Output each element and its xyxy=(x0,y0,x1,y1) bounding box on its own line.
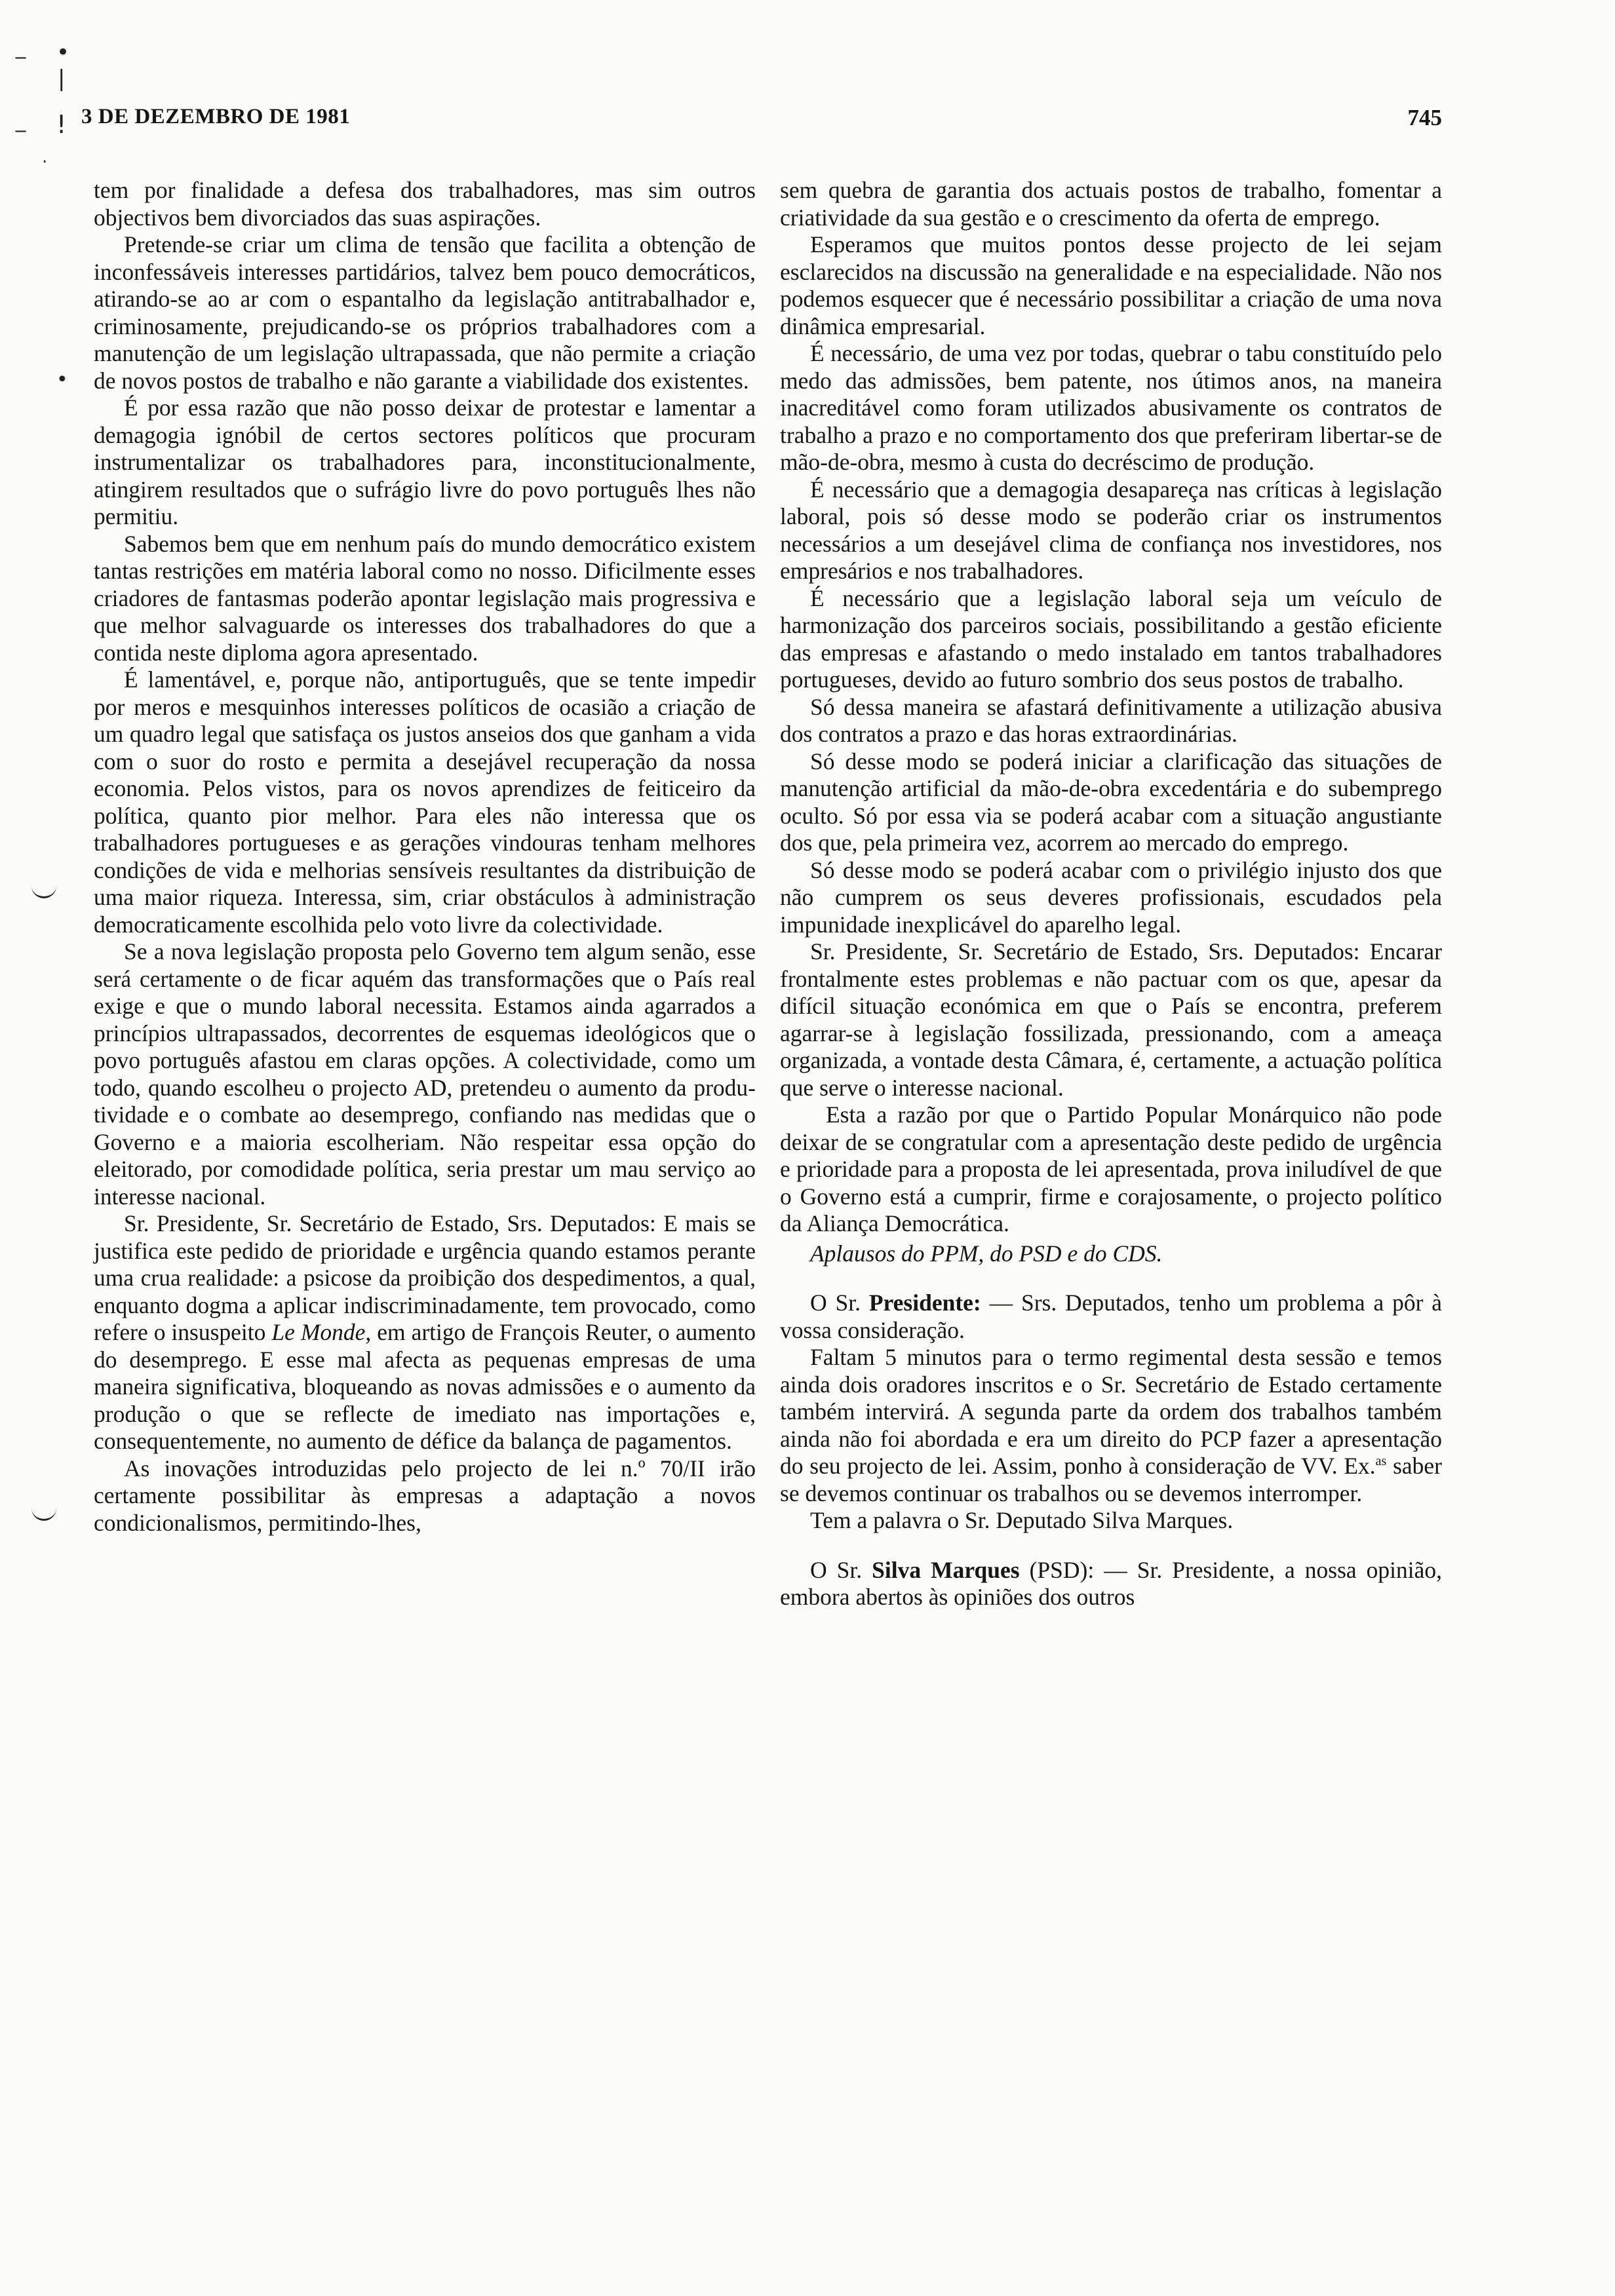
header-date: 3 DE DEZEMBRO DE 1981 xyxy=(81,105,351,128)
margin-mark: ‒ xyxy=(14,46,28,69)
speaker-prefix: O Sr. xyxy=(810,1556,863,1583)
margin-mark: • xyxy=(56,368,68,391)
paragraph xyxy=(94,1210,756,1455)
speaker-paragraph xyxy=(780,1557,1442,1611)
paragraph: Esta a razão por que o Partido Popular Monárquico não pode deixar de se congratular com a apresentação deste pedido de urgência e prioridade para a proposta de lei apresentada, prova iniludível de que o Governo está a cumprir, firme e corajosamente, o projecto político da Aliança Democrática. xyxy=(780,1101,1442,1236)
paragraph: Esperamos que muitos pontos desse projecto de lei sejam esclarecidos na discussão na generalidade e na especialidade. Não nos podemos esquecer que é necessário possibilitar a criação de uma nova dinâmica empresarial. xyxy=(780,231,1442,339)
paragraph: Só desse modo se poderá acabar com o privilégio injusto dos que não cumprem os seus deveres profissionais, escudados pela impunidade inexplicável do aparelho legal. xyxy=(780,856,1442,938)
paragraph: Sr. Presidente, Sr. Secretário de Estado, Srs. Deputados: Encarar frontalmente estes problemas e não pactuar com os que, apesar da difícil situação económica em que o País se encontra, preferem agarrar-se à legislação fossilizada, pressionando, com a ameaça organizada, a vontade desta Câmara, é, certamente, a actuação política que serve o interesse nacional. xyxy=(780,938,1442,1101)
margin-bracket xyxy=(31,1507,56,1521)
page-header xyxy=(81,105,1442,144)
paragraph: Sabemos bem que em nenhum país do mundo democrático existem tantas restrições em matéria laboral como no nosso. Dificilmente esses criadores de fantasmas poderão apontar legislação mais progressiva e que melhor salvaguarde os interesses dos trabalhadores do que a contida neste diploma agora apresentado. xyxy=(94,530,756,666)
paragraph: É necessário, de uma vez por todas, quebrar o tabu constituído pelo medo das admissões, bem patente, nos útimos anos, na maneira inacreditável como foram utilizados abusivamente os contratos de trabalho a prazo e no comportamento dos que preferiram libertar-se de mão-de-obra, mesmo à custa do decréscimo de produção. xyxy=(780,340,1442,475)
stage-direction: Aplausos do PPM, do PSD e do CDS. xyxy=(810,1240,1163,1267)
speaker-name: Presidente: xyxy=(868,1290,981,1316)
margin-mark: ! xyxy=(56,110,67,139)
left-column xyxy=(94,177,756,1537)
speaker-prefix: O Sr. xyxy=(810,1290,861,1316)
margin-mark: . xyxy=(42,147,48,167)
paragraph: Pretende-se criar um clima de tensão que facilita a obtenção de inconfessáveis interesses partidários, talvez bem pouco democráticos, atirando-se ao ar com o espantalho da legislação antitrabalhador e, criminosamente, prejudicando-se os próprios trabalhadores com a manutenção de um legislação ultrapassada, que não permite a criação de novos postos de trabalho e não garante a viabilidade dos existentes. xyxy=(94,231,756,394)
margin-mark: | xyxy=(58,66,66,92)
paragraph-text: Sr. Presidente, Sr. Secretário de Estado, Srs. Deputados: E mais se justifica este pedido de prioridade e urgência quando estamos perante uma crua realidade: a psicose da proibição dos despedimentos, a qual, enquanto dogma a aplicar indiscriminadamente, tem provocado, como refere o insuspeito xyxy=(94,1210,756,1345)
paragraph: É por essa razão que não posso deixar de protestar e lamentar a demagogia ignóbil de certos sectores políticos que procuram instrumentalizar os trabalhadores para, inconstitucionalmente, atingirem resultados que o sufrágio livre do povo português lhes não permitiu. xyxy=(94,394,756,529)
paragraph: É lamentável, e, porque não, antiportuguês, que se tente impedir por meros e mesquinhos interesses políticos de ocasião a criação de um quadro legal que satisfaça os justos anseios dos que ganham a vida com o suor do rosto e permita a desejável recuperação da nossa economia. Pelos vistos, para os novos aprendizes de feiticeiro da política, quanto pior melhor. Para eles não interessa que os trabalhadores portugueses e as gerações vindouras tenham melhores condições de vida e melhorias sensíveis resultantes da distribuição de uma maior riqueza. Interessa, sim, criar obstáculos à administração democraticamente escolhida pelo voto livre da colectividade. xyxy=(94,666,756,938)
speech-text: (PSD): — Sr. Presidente, a nossa opinião, embora abertos às opiniões dos outros xyxy=(780,1556,1443,1610)
paragraph-text: saber se devemos continuar os trabalhos ou se devemos interromper. xyxy=(780,1453,1442,1506)
margin-bracket xyxy=(31,885,56,898)
paragraph: É necessário que a legislação laboral seja um veículo de harmonização dos parceiros sociais, possibilitando a gestão eficiente das empresas e afastando o medo instalado em tantos trabalhadores portugueses, devido ao futuro sombrio dos seus postos de trabalho. xyxy=(780,584,1442,693)
paragraph: É necessário que a demagogia desapareça nas críticas à legislação laboral, pois só desse modo se poderão criar os instrumentos necessários a um desejável clima de confiança nos investidores, nos empresários e nos trabalhadores. xyxy=(780,476,1442,584)
paragraph: As inovações introduzidas pelo projecto de lei n.º 70/II irão certamente possibilitar às empresas a adaptação a novos condicionalismos, permitindo-lhes, xyxy=(94,1455,756,1536)
speaker-name: Silva Marques xyxy=(872,1556,1020,1583)
speech-text: — Srs. Deputados, tenho um problema a pôr à vossa consideração. xyxy=(780,1290,1443,1343)
paragraph: tem por finalidade a defesa dos trabalhadores, mas sim outros objectivos bem divorciados das suas aspirações. xyxy=(94,177,756,231)
superscript: as xyxy=(1375,1454,1387,1469)
right-column xyxy=(780,177,1442,1611)
margin-mark: ‒ xyxy=(14,119,28,142)
speaker-paragraph xyxy=(780,1290,1442,1344)
page-number: 745 xyxy=(1407,105,1442,130)
newspaper-title: Le Monde xyxy=(271,1319,366,1345)
paragraph xyxy=(780,1344,1442,1507)
paragraph: Só dessa maneira se afastará definitivamente a utilização abusiva dos contratos a prazo e das horas extraordinárias. xyxy=(780,693,1442,747)
paragraph: Só desse modo se poderá iniciar a clarificação das situações de manutenção artificial da mão-de-obra excedentária e do subemprego oculto. Só por essa via se poderá acabar com a situação angustiante dos que, pela primeira vez, acorrem ao mercado do emprego. xyxy=(780,748,1442,856)
paragraph: sem quebra de garantia dos actuais postos de trabalho, fomentar a criatividade da sua gestão e o crescimento da oferta de emprego. xyxy=(780,177,1442,231)
paragraph: Se a nova legislação proposta pelo Governo tem algum senão, esse será certamente o de ficar aquém das transformações que o País real exige e que o mundo laboral necessita. Estamos ainda agarrados a princípios ultrapassados, decorrentes de esquemas ideológicos que o povo português afastou em claras opções. A colectividade, como um todo, quando escolheu o projecto AD, pretendeu o aumento da produtividade e o combate ao desemprego, confiando nas medidas que o Governo e a maioria escolheriam. Não respeitar essa opção do eleitorado, por comodidade política, seria prestar um mau serviço ao interesse nacional. xyxy=(94,938,756,1210)
paragraph-text: , em artigo de François Reuter, o aumento do desemprego. E esse mal afecta as pequenas empresas de uma maneira significativa, bloqueando as novas admissões e o aumento da produção o que se reflecte de imediato nas importações e, consequentemente, no aumento de défice da balança de pagamentos. xyxy=(94,1319,756,1454)
margin-mark: • xyxy=(56,39,70,66)
paragraph: Tem a palavra o Sr. Deputado Silva Marques. xyxy=(810,1507,1234,1533)
paragraph-text: Faltam 5 minutos para o termo regimental desta sessão e temos ainda dois oradores inscritos e o Sr. Secretário de Estado certamente também intervirá. A segunda parte da ordem dos trabalhos também ainda não foi abordada e era um direito do PCP fazer a apresentação do seu projecto de lei. Assim, ponho à consideração de VV. Ex. xyxy=(780,1344,1442,1479)
